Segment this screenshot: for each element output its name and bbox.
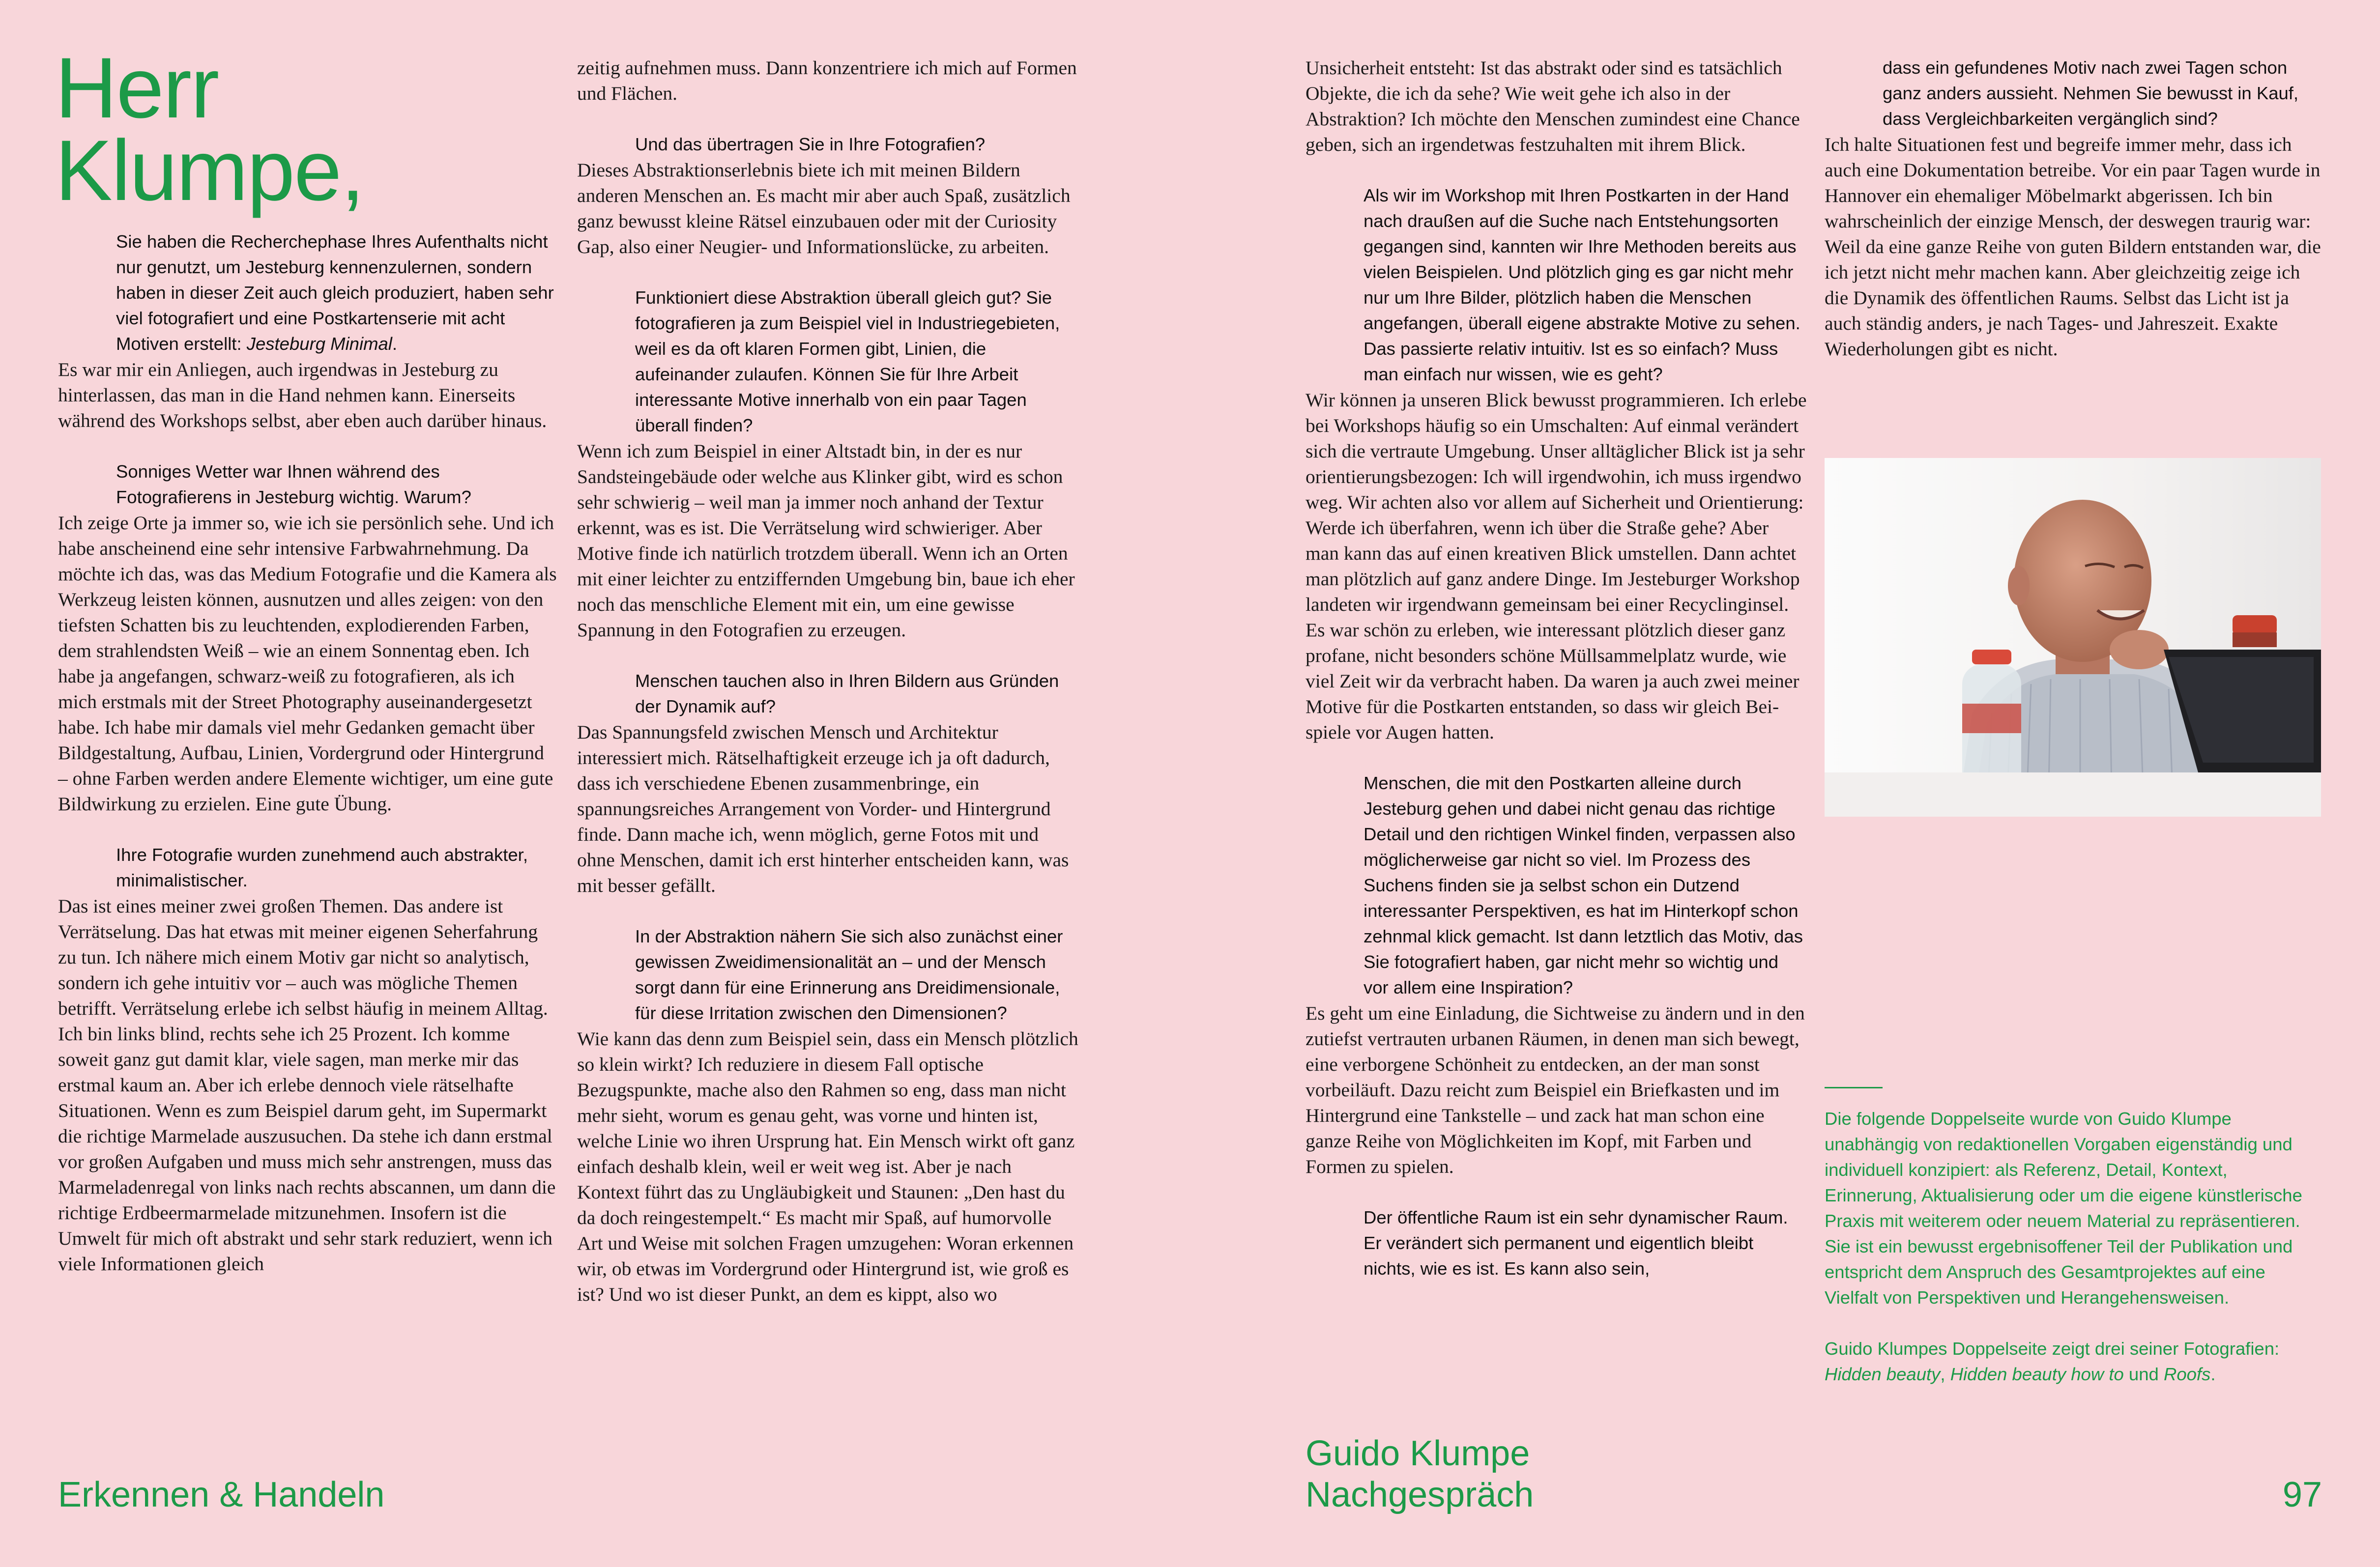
column-1 — [58, 229, 557, 1277]
answer-0: Unsicherheit entsteht: Ist das abstrakt oder sind es tatsächlich Objekte, die ich da sehe? Wie weit gehe ich also in der Abstraktion? Ich möchte den Menschen zumindest eine Chance geben, sich an irgendetwas festzuhalten mit ihrem Blick. — [1306, 57, 1800, 155]
note-paragraph-2: Guido Klumpes Doppelseite zeigt drei seiner Fotografien: Hidden beauty, Hidden beauty how to und Roofs. — [1825, 1339, 2280, 1384]
column-2 — [577, 55, 1078, 1307]
footer-author: Guido Klumpe — [1306, 1434, 1530, 1473]
question-3: Ihre Fotografie wurden zunehmend auch abstrakter, minimalistischer. — [116, 845, 528, 890]
portrait-photo — [1825, 458, 2321, 817]
question-2: Menschen, die mit den Postkarten alleine durch Jesteburg gehen und dabei nicht genau das richtige Detail und den richtigen Winkel finden, verpassen also möglicherweise gar nicht so viel. Im Prozess des Suchens finden sie ja selbst schon ein Dutzend interessanter Perspektiven, es hat im Hinterkopf schon zehnmal klick gemacht. Ist dann letztlich das Motiv, das Sie fotografiert haben, gar nicht mehr so wichtig und vor allem eine Inspiration? — [1364, 773, 1803, 997]
answer-0: zeitig aufnehmen muss. Dann konzentriere ich mich auf Formen und Flächen. — [577, 57, 1077, 104]
question-3: Der öffentliche Raum ist ein sehr dynamischer Raum. Er verändert sich permanent und eigentlich bleibt nichts, wie es ist. Es kann also sein, — [1364, 1207, 1788, 1279]
column-4 — [1825, 55, 2323, 362]
answer-3: Das ist eines meiner zwei großen Themen. Das andere ist Verrätselung. Das hat etwas mit meiner eigenen Seherfahrung zu tun. Ich nähere mich einem Motiv gar nicht so analytisch, sondern ich gehe intuitiv vor – auch was mögliche Themen betrifft. Verrätselung erlebe ich selbst häufig in meinem Alltag. Ich bin links blind, rechts sehe ich 25 Prozent. Ich komme soweit ganz gut damit klar, viele sagen, man merke mir das erstmal kaum an. Aber ich erlebe dennoch viele rätselhafte Situationen. Wenn es zum Beispiel darum geht, im Supermarkt die richtige Marmelade auszusuchen. Da stehe ich dann erstmal vor großen Aufgaben und muss mich sehr anstrengen, muss das Marmeladenregal von links nach rechts abscannen, um dann die richtige Erdbeermarmelade mitzunehmen. Insofern ist die Umwelt für mich oft abstrakt und sehr stark reduziert, wenn ich viele Informationen gleich — [58, 895, 556, 1275]
note-divider — [1825, 1087, 1883, 1088]
question-0: dass ein gefundenes Motiv nach zwei Tagen schon ganz anders aussieht. Nehmen Sie bewusst in Kauf, dass Vergleichbarkeiten vergänglich sind? — [1883, 57, 2299, 129]
question-1: Sie haben die Recherchephase Ihres Aufenthalts nicht nur genutzt, um Jesteburg kennenzulernen, sondern haben in dieser Zeit auch gleich produziert, haben sehr viel fotografiert und eine Postkartenserie mit acht Motiven erstellt: Jesteburg Minimal. — [116, 231, 554, 354]
answer-3: Das Spannungsfeld zwischen Mensch und Architektur interessiert mich. Rätselhaftigkeit erzeuge ich ja oft dadurch, dass ich verschiedene Ebenen zusammenbringe, ein spannungsreiches Arrangement von Vorder- und Hintergrund finde. Dann mache ich, wenn möglich, gerne Fotos mit und ohne Menschen, damit ich erst hinterher entscheiden kann, was mit besser gefällt. — [577, 721, 1069, 896]
footer-section-title: Erkennen & Handeln — [58, 1475, 385, 1514]
answer-1: Dieses Abstraktionserlebnis biete ich mit meinen Bildern anderen Menschen an. Es macht mir aber auch Spaß, zusätzlich ganz bewusst kleine Rätsel einzubauen oder mit der Curiosity Gap, also einer Neugier- und Informationslücke, zu arbeiten. — [577, 159, 1071, 257]
answer-2: Es geht um eine Einladung, die Sichtweise zu ändern und in den zutiefst vertrauten urbanen Räumen, in denen man sich bewegt, eine verborgene Schönheit zu entdecken, an der man sonst vorbeiläuft. Dazu reicht zum Beispiel ein Briefkasten und im Hintergrund eine Tankstelle – und zack hat man schon eine ganze Reihe von Möglichkeiten im Kopf, mit Farben und Formen zu spielen. — [1306, 1002, 1805, 1177]
answer-1: Es war mir ein Anliegen, auch irgendwas in Jesteburg zu hinterlassen, das man in die Hand nehmen kann. Einerseits während des Workshops selbst, aber eben auch darüber hinaus. — [58, 359, 547, 431]
question-3: Menschen tauchen also in Ihren Bildern aus Gründen der Dynamik auf? — [635, 671, 1059, 716]
question-1: Als wir im Workshop mit Ihren Postkarten in der Hand nach draußen auf die Suche nach Entstehungsorten gegangen sind, kannten wir Ihre Methoden bereits aus vielen Beispielen. Und plötzlich ging es gar nicht mehr nur um Ihre Bilder, plötzlich haben die Menschen angefangen, überall eigene abstrakte Motive zu sehen. Das passierte relativ intuitiv. Ist es so einfach? Muss man einfach nur wissen, wie es geht? — [1364, 185, 1800, 384]
question-1: Und das übertragen Sie in Ihre Fotografien? — [635, 134, 986, 154]
question-2: Funktioniert diese Abstraktion überall gleich gut? Sie fotografieren ja zum Beispiel viel in Industriegebieten, weil es da oft klaren Formen gibt, Linien, die aufeinander zulaufen. Können Sie für Ihre Arbeit interessante Motive innerhalb von ein paar Tagen überall finden? — [635, 287, 1060, 435]
editorial-note — [1825, 1087, 2321, 1387]
answer-2: Ich zeige Orte ja immer so, wie ich sie persönlich sehe. Und ich habe anscheinend eine sehr intensive Farbwahrnehmung. Da möchte ich das, was das Medium Fotografie und die Kamera als Werkzeug leisten können, ausnutzen und alles zeigen: von den tiefsten Schatten bis zu leuchtenden, explodierenden Farben, dem strahlendsten Weiß – wie an einem Sonnentag eben. Ich habe ja angefangen, schwarz-weiß zu fotografieren, als ich mich erstmals mit der Street Photography auseinandergesetzt habe. Ich habe mir damals viel mehr Gedanken gemacht über Bildgestaltung, Aufbau, Linien, Vordergrund oder Hintergrund – ohne Farben werden andere Elemente wichtiger, um eine gute Bildwirkung zu erzielen. Eine gute Übung. — [58, 512, 557, 815]
article-title — [55, 40, 364, 219]
answer-2: Wenn ich zum Beispiel in einer Altstadt bin, in der es nur Sandsteingebäude oder welche aus Klinker gibt, wird es schon sehr schwierig – weil man ja immer noch anhand der Textur erkennt, was es ist. Die Verrätselung wird schwieriger. Aber Motive finde ich natürlich trotzdem überall. Wenn ich an Orten mit einer leichter zu entziffernden Umgebung bin, baue ich eher noch das menschliche Element mit ein, um eine gewisse Spannung in den Fotografien zu erzeugen. — [577, 440, 1075, 641]
note-paragraph-1: Die folgende Doppelseite wurde von Guido Klumpe unabhängig von redaktionellen Vorgaben eigenständig und individuell konzipiert: als Referenz, Detail, Kontext, Erinnerung, Aktualisierung oder um die eigene künstlerische Praxis mit weiterem oder neuem Material zu repräsentieren. Sie ist ein bewusst ergebnisoffener Teil der Publikation und entspricht dem Anspruch des Gesamtprojektes auf eine Vielfalt von Perspektiven und Herangehensweisen. — [1825, 1109, 2302, 1308]
footer-article-label — [1306, 1433, 1534, 1515]
title-line-2: Klumpe, — [55, 123, 364, 219]
question-2: Sonniges Wetter war Ihnen während des Fotografierens in Jesteburg wichtig. Warum? — [116, 461, 471, 507]
work-title-1: Hidden beauty — [1825, 1364, 1941, 1384]
answer-0: Ich halte Situationen fest und begreife immer mehr, dass ich auch eine Dokumentation betreibe. Vor ein paar Tagen wurde in Hannover ein ehemaliger Möbelmarkt abgerissen. Ich bin wahrscheinlich der einzige Mensch, der deswegen traurig war: Weil da eine ganze Reihe von guten Bildern entstanden war, die ich jetzt nicht mehr machen kann. Aber gleichzeitig zeige ich die Dynamik des öffentlichen Raums. Selbst das Licht ist ja auch ständig anders, je nach Tages- und Jahreszeit. Exakte Wiederholungen gibt es nicht. — [1825, 134, 2321, 360]
question-4: In der Abstraktion nähern Sie sich also zunächst einer gewissen Zweidimensionalität an – und der Mensch sorgt dann für eine Erinnerung ans Dreidimensionale, für diese Irritation zwischen den Dimensionen? — [635, 926, 1063, 1023]
page-number: 97 — [2282, 1475, 2322, 1514]
postcard-series-title: Jesteburg Minimal — [246, 334, 392, 354]
footer-article-type: Nachgespräch — [1306, 1475, 1534, 1514]
work-title-3: Roofs — [2163, 1364, 2211, 1384]
work-title-2: Hidden beauty how to — [1950, 1364, 2124, 1384]
column-3 — [1306, 55, 1807, 1282]
answer-1: Wir können ja unseren Blick bewusst programmieren. Ich erlebe bei Workshops häufig so ein Umschalten: Auf einmal verändert sich die vertraute Umgebung. Unser alltäglicher Blick ist ja sehr orientierungsbezogen: Ich will irgendwohin, ich muss irgendwo weg. Wir achten also vor allem auf Sicherheit und Orientierung: Werde ich überfahren, wenn ich über die Straße gehe? Aber man kann das auf einen kreativen Blick umstellen. Dann achtet man plötzlich auf ganz andere Dinge. Im Jesteburger Workshop landeten wir irgendwann gemeinsam bei einer Recyclinginsel. Es war schön zu erleben, wie interessant plötzlich dieser ganz profane, nicht besonders schöne Müllsammelplatz wurde, wie viel Zeit wir da verbracht haben. Da waren ja auch zwei meiner Motive für die Postkarten entstanden, so dass wir gleich Beispiele vor Augen hatten. — [1306, 389, 1807, 743]
title-line-1: Herr — [55, 40, 219, 136]
answer-4: Wie kann das denn zum Beispiel sein, dass ein Mensch plötzlich so klein wirkt? Ich reduziere in diesem Fall optische Bezugspunkte, mache also den Rahmen so eng, dass man nicht mehr sieht, worum es genau geht, was vorne und hinten ist, welche Linie wo ihren Ursprung hat. Ein Mensch wirkt oft ganz einfach deshalb klein, weil er weit weg ist. Aber je nach Kontext führt das zu Ungläubigkeit und Staunen: „Den hast du da doch reingestempelt.“ Es macht mir Spaß, auf humorvolle Art und Weise mit solchen Fragen umzugehen: Woran erkennen wir, ob etwas im Vordergrund oder Hintergrund ist, wie groß es ist? Und wo ist dieser Punkt, an dem es kippt, also wo — [577, 1028, 1078, 1305]
